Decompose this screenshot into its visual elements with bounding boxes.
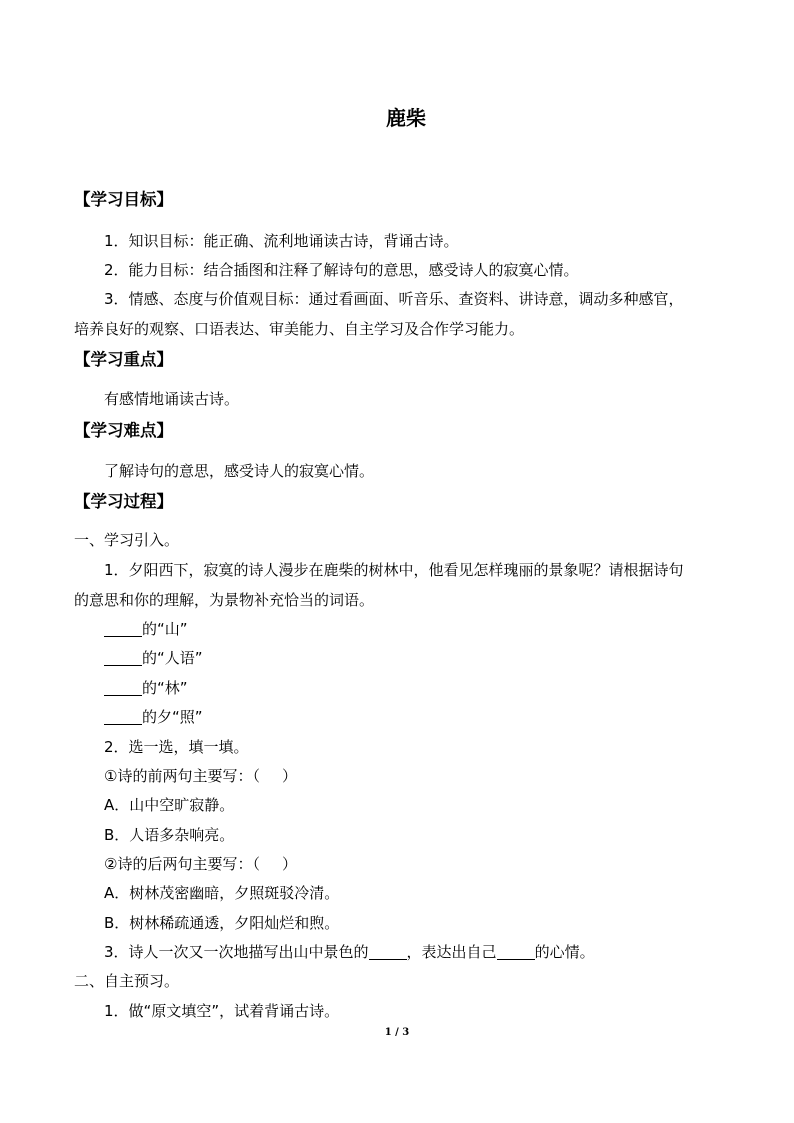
part2-question-1: 1．做“原文填空”，试着背诵古诗。 [104, 1002, 340, 1020]
fill-blank-row [104, 706, 203, 728]
closing-paren: ） [281, 855, 297, 873]
goal-item-1: 1．知识目标：能正确、流利地诵读古诗，背诵古诗。 [104, 232, 459, 250]
section-heading-key: 【学习重点】 [74, 350, 173, 369]
option-b: B．树林稀疏通透，夕阳灿烂和煦。 [104, 914, 340, 932]
question-3-text-b: ，表达出自己 [406, 943, 497, 961]
part1-question-1-continued: 的意思和你的理解，为景物补充恰当的词语。 [74, 591, 375, 609]
question-3-text-c: 的心情。 [534, 943, 595, 961]
answer-blank[interactable] [104, 649, 142, 666]
option-a: A．树林茂密幽暗，夕照斑驳冷清。 [104, 884, 340, 902]
part1-question-1: 1．夕阳西下，寂寞的诗人漫步在鹿柴的树林中，他看见怎样瑰丽的景象呢？请根据诗句 [104, 561, 684, 579]
answer-blank[interactable] [369, 943, 407, 960]
fill-blank-label: 的“山” [142, 620, 188, 638]
answer-blank[interactable] [497, 943, 535, 960]
answer-blank[interactable] [104, 620, 142, 637]
page-title: 鹿柴 [386, 106, 426, 130]
question-3-text-a: 3．诗人一次又一次地描写出山中景色的 [104, 943, 369, 961]
option-a: A．山中空旷寂静。 [104, 796, 235, 814]
sub-question-text: ②诗的后两句主要写：（ [104, 855, 260, 873]
part1-question-2: 2．选一选，填一填。 [104, 738, 249, 756]
answer-blank[interactable] [104, 708, 142, 725]
fill-blank-row [104, 677, 188, 699]
fill-blank-label: 的夕“照” [142, 708, 203, 726]
difficulty-text: 了解诗句的意思，感受诗人的寂寞心情。 [104, 462, 375, 480]
question-2-sub-2 [104, 853, 297, 875]
section-heading-process: 【学习过程】 [74, 492, 173, 511]
part1-question-3 [104, 941, 595, 963]
goal-item-3-continued: 培养良好的观察、口语表达、审美能力、自主学习及合作学习能力。 [74, 320, 525, 338]
fill-blank-row [104, 647, 203, 669]
fill-blank-row [104, 618, 188, 640]
fill-blank-label: 的“人语” [142, 649, 203, 667]
key-point-text: 有感情地诵读古诗。 [104, 390, 240, 408]
closing-paren: ） [281, 767, 297, 785]
option-b: B．人语多杂响亮。 [104, 826, 235, 844]
question-2-sub-1 [104, 765, 297, 787]
goal-item-2: 2．能力目标：结合插图和注释了解诗句的意思，感受诗人的寂寞心情。 [104, 261, 579, 279]
answer-blank[interactable] [104, 679, 142, 696]
fill-blank-label: 的“林” [142, 679, 188, 697]
section-heading-difficulty: 【学习难点】 [74, 421, 173, 440]
section-heading-goals: 【学习目标】 [74, 190, 173, 209]
page-number: 1 / 3 [384, 1027, 410, 1038]
part2-title: 二、自主预习。 [74, 972, 180, 990]
sub-question-text: ①诗的前两句主要写：（ [104, 767, 260, 785]
goal-item-3: 3．情感、态度与价值观目标：通过看画面、听音乐、查资料、讲诗意，调动多种感官， [104, 290, 684, 308]
part1-title: 一、学习引入。 [74, 531, 180, 549]
